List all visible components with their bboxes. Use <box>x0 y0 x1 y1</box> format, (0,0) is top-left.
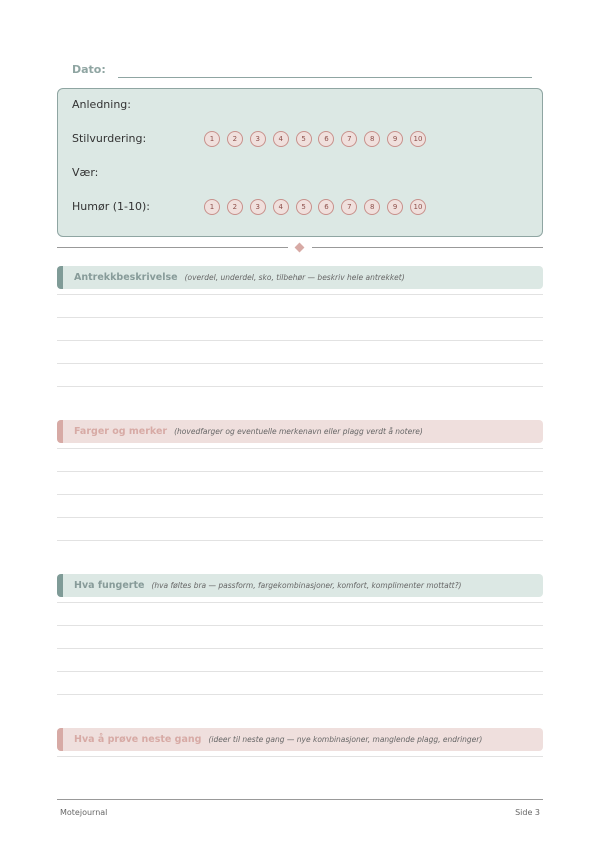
mood-option[interactable]: 5 <box>296 199 312 215</box>
section-accent-bar <box>57 266 63 289</box>
style-rating-scale <box>204 131 433 147</box>
mood-option[interactable]: 8 <box>364 199 380 215</box>
mood-option[interactable]: 6 <box>318 199 334 215</box>
date-label: Dato: <box>72 63 106 76</box>
writing-line[interactable] <box>57 671 543 672</box>
mood-option[interactable]: 4 <box>273 199 289 215</box>
mood-scale <box>204 199 433 215</box>
writing-line[interactable] <box>57 648 543 649</box>
style-rating-option[interactable]: 1 <box>204 131 220 147</box>
style-rating-label: Stilvurdering: <box>72 132 147 145</box>
writing-line[interactable] <box>57 294 543 295</box>
section-header-next-time <box>57 728 543 751</box>
footer-divider <box>57 799 543 800</box>
mood-option[interactable]: 2 <box>227 199 243 215</box>
date-input-line[interactable] <box>118 77 532 78</box>
section-title: Hva å prøve neste gang <box>74 734 202 745</box>
writing-line[interactable] <box>57 625 543 626</box>
footer-page-number: Side 3 <box>515 808 540 817</box>
style-rating-option[interactable]: 5 <box>296 131 312 147</box>
section-header-outfit <box>57 266 543 289</box>
style-rating-option[interactable]: 10 <box>410 131 426 147</box>
writing-line[interactable] <box>57 756 543 757</box>
mood-option[interactable]: 3 <box>250 199 266 215</box>
writing-line[interactable] <box>57 471 543 472</box>
divider-line-left <box>57 247 288 248</box>
footer-journal-name: Motejournal <box>60 808 108 817</box>
style-rating-option[interactable]: 9 <box>387 131 403 147</box>
writing-line[interactable] <box>57 363 543 364</box>
writing-line[interactable] <box>57 540 543 541</box>
diamond-icon <box>295 243 305 253</box>
date-row <box>72 63 532 79</box>
info-box <box>57 88 543 237</box>
mood-option[interactable]: 10 <box>410 199 426 215</box>
style-rating-option[interactable]: 8 <box>364 131 380 147</box>
writing-line[interactable] <box>57 448 543 449</box>
writing-line[interactable] <box>57 340 543 341</box>
section-hint: (overdel, underdel, sko, tilbehør — beskriv hele antrekket) <box>184 273 405 282</box>
mood-option[interactable]: 1 <box>204 199 220 215</box>
writing-line[interactable] <box>57 602 543 603</box>
weather-label: Vær: <box>72 166 99 179</box>
occasion-label: Anledning: <box>72 98 131 111</box>
section-title: Antrekkbeskrivelse <box>74 272 178 283</box>
mood-label: Humør (1-10): <box>72 200 150 213</box>
section-title: Farger og merker <box>74 426 168 437</box>
style-rating-option[interactable]: 2 <box>227 131 243 147</box>
divider-line-right <box>312 247 543 248</box>
section-hint: (hovedfarger og eventuelle merkenavn eller plagg verdt å notere) <box>174 427 423 436</box>
section-accent-bar <box>57 420 63 443</box>
mood-option[interactable]: 7 <box>341 199 357 215</box>
writing-line[interactable] <box>57 694 543 695</box>
section-header-what-worked <box>57 574 543 597</box>
style-rating-option[interactable]: 3 <box>250 131 266 147</box>
style-rating-option[interactable]: 4 <box>273 131 289 147</box>
style-rating-option[interactable]: 6 <box>318 131 334 147</box>
ornament-divider <box>57 243 543 253</box>
section-hint: (ideer til neste gang — nye kombinasjoner, manglende plagg, endringer) <box>208 735 483 744</box>
writing-line[interactable] <box>57 517 543 518</box>
section-hint: (hva føltes bra — passform, fargekombinasjoner, komfort, komplimenter mottatt?) <box>151 581 462 590</box>
writing-line[interactable] <box>57 317 543 318</box>
section-accent-bar <box>57 574 63 597</box>
writing-line[interactable] <box>57 494 543 495</box>
section-accent-bar <box>57 728 63 751</box>
writing-line[interactable] <box>57 386 543 387</box>
section-title: Hva fungerte <box>74 580 145 591</box>
section-header-colors <box>57 420 543 443</box>
style-rating-option[interactable]: 7 <box>341 131 357 147</box>
mood-option[interactable]: 9 <box>387 199 403 215</box>
